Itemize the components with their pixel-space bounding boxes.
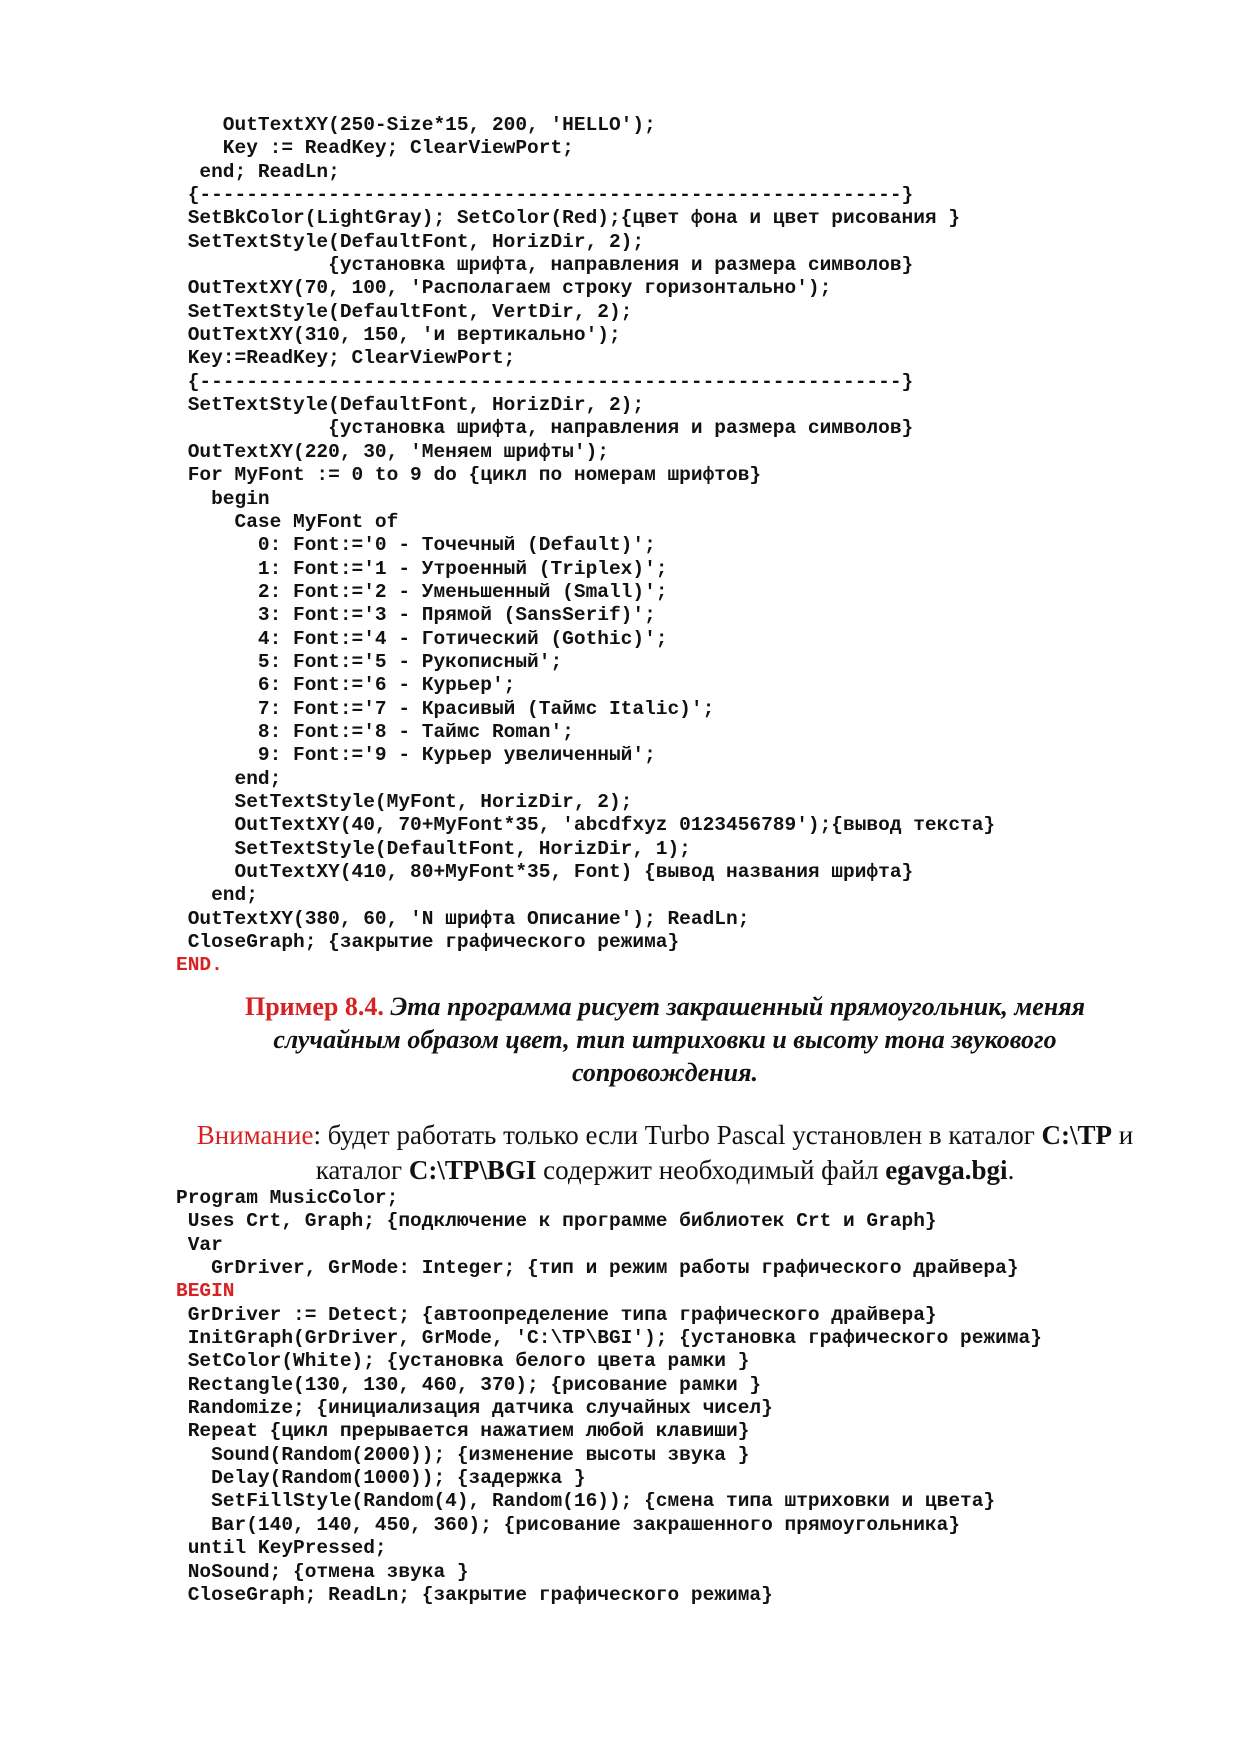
code-line: OutTextXY(220, 30, 'Меняем шрифты');: [176, 440, 609, 463]
code-line: Program MusicColor;: [176, 1187, 399, 1209]
warning-word: Внимание: [196, 1120, 314, 1150]
code-line: InitGraph(GrDriver, GrMode, 'C:\TP\BGI'); {установка графического режима}: [176, 1327, 1042, 1350]
code-line: 2: Font:='2 - Уменьшенный (Small)';: [176, 580, 668, 603]
code-line: 0: Font:='0 - Точечный (Default)';: [176, 534, 656, 557]
code-line: OutTextXY(410, 80+MyFont*35, Font) {вывод названия шрифта}: [176, 861, 914, 883]
code-line: SetTextStyle(DefaultFont, HorizDir, 2);: [176, 230, 645, 253]
notice-text-4: .: [1007, 1155, 1015, 1185]
code-line: SetTextStyle(MyFont, HorizDir, 2);: [176, 790, 633, 813]
code-line: 4: Font:='4 - Готический (Gothic)';: [176, 627, 668, 650]
code-line: begin: [176, 487, 270, 510]
code-line: GrDriver := Detect; {автоопределение типа графического драйвера}: [176, 1303, 937, 1326]
code-line: Delay(Random(1000)); {задержка }: [176, 1467, 586, 1490]
code-line: 8: Font:='8 - Таймс Roman';: [176, 720, 574, 743]
example-heading: [190, 990, 1140, 1089]
code-line: SetColor(White); {установка белого цвета рамки }: [176, 1350, 750, 1373]
code-line: BEGIN: [176, 1280, 235, 1303]
code-line: until KeyPressed;: [176, 1537, 387, 1560]
code-line: {------------------------------------------------------------}: [176, 370, 914, 393]
code-line: SetTextStyle(DefaultFont, VertDir, 2);: [176, 300, 633, 323]
code-line: OutTextXY(380, 60, 'N шрифта Описание'); ReadLn;: [176, 907, 750, 930]
code-line: end;: [176, 884, 258, 907]
code-listing-2: [176, 1187, 1042, 1607]
code-line: SetTextStyle(DefaultFont, HorizDir, 1);: [176, 837, 691, 860]
code-line: OutTextXY(40, 70+MyFont*35, 'abcdfxyz 0123456789');{вывод текста}: [176, 814, 996, 837]
code-line: Case MyFont of: [176, 510, 399, 533]
code-line: Randomize; {инициализация датчика случайных чисел}: [176, 1397, 773, 1420]
code-line: Sound(Random(2000)); {изменение высоты звука }: [176, 1443, 750, 1466]
code-line: Key:=ReadKey; ClearViewPort;: [176, 347, 516, 370]
code-line: end; ReadLn;: [176, 160, 340, 183]
code-line: OutTextXY(310, 150, 'и вертикально');: [176, 324, 621, 347]
code-line: NoSound; {отмена звука }: [176, 1560, 469, 1583]
notice-text-3: содержит необходимый файл: [536, 1155, 886, 1185]
code-line: 6: Font:='6 - Курьер';: [176, 674, 516, 697]
code-line: GrDriver, GrMode: Integer; {тип и режим работы графического драйвера}: [176, 1257, 1019, 1280]
code-line: Rectangle(130, 130, 460, 370); {рисование рамки }: [176, 1373, 762, 1396]
code-line: 1: Font:='1 - Утроенный (Triplex)';: [176, 557, 668, 580]
notice-text-2: и каталог: [315, 1120, 1134, 1185]
code-line: SetBkColor(LightGray); SetColor(Red);{цвет фона и цвет рисования }: [176, 207, 961, 230]
code-listing-1: [176, 114, 995, 978]
code-line: end;: [176, 767, 282, 790]
code-line: OutTextXY(250-Size*15, 200, 'HELLO');: [176, 114, 656, 136]
code-line: CloseGraph; {закрытие графического режима}: [176, 931, 680, 954]
notice-text-1: : будет работать только если Turbo Pascal установлен в каталог: [313, 1120, 1042, 1150]
code-line: SetTextStyle(DefaultFont, HorizDir, 2);: [176, 394, 645, 417]
code-line: Var: [176, 1233, 223, 1256]
code-line: 7: Font:='7 - Красивый (Таймс Italic)';: [176, 697, 715, 720]
code-line: Key := ReadKey; ClearViewPort;: [176, 137, 574, 160]
example-description: Эта программа рисует закрашенный прямоугольник, меняя случайным образом цвет, тип штриховки и высоту тона звукового сопровождения.: [273, 992, 1086, 1087]
notice-file: egavga.bgi: [885, 1155, 1008, 1185]
code-line: {установка шрифта, направления и размера символов}: [176, 417, 914, 440]
code-line: {установка шрифта, направления и размера символов}: [176, 254, 914, 277]
code-line: Repeat {цикл прерывается нажатием любой клавиши}: [176, 1420, 750, 1443]
code-line: OutTextXY(70, 100, 'Располагаем строку горизонтально');: [176, 277, 832, 300]
code-line: For MyFont := 0 to 9 do {цикл по номерам шрифтов}: [176, 464, 762, 487]
code-line: Uses Crt, Graph; {подключение к программе библиотек Crt и Graph}: [176, 1210, 937, 1233]
code-line: 5: Font:='5 - Рукописный';: [176, 650, 563, 673]
example-label: Пример 8.4.: [244, 992, 384, 1021]
code-line: {------------------------------------------------------------}: [176, 184, 914, 207]
notice-path-bgi: C:\TP\BGI: [408, 1155, 537, 1185]
code-line: 9: Font:='9 - Курьер увеличенный';: [176, 744, 656, 767]
warning-notice: [190, 1118, 1140, 1188]
code-line: Bar(140, 140, 450, 360); {рисование закрашенного прямоугольника}: [176, 1513, 961, 1536]
code-line: CloseGraph; ReadLn; {закрытие графического режима}: [176, 1583, 773, 1606]
code-line: SetFillStyle(Random(4), Random(16)); {смена типа штриховки и цвета}: [176, 1490, 996, 1513]
code-line: END.: [176, 954, 223, 977]
notice-path-tp: C:\TP: [1041, 1120, 1113, 1150]
code-line: 3: Font:='3 - Прямой (SansSerif)';: [176, 604, 656, 627]
